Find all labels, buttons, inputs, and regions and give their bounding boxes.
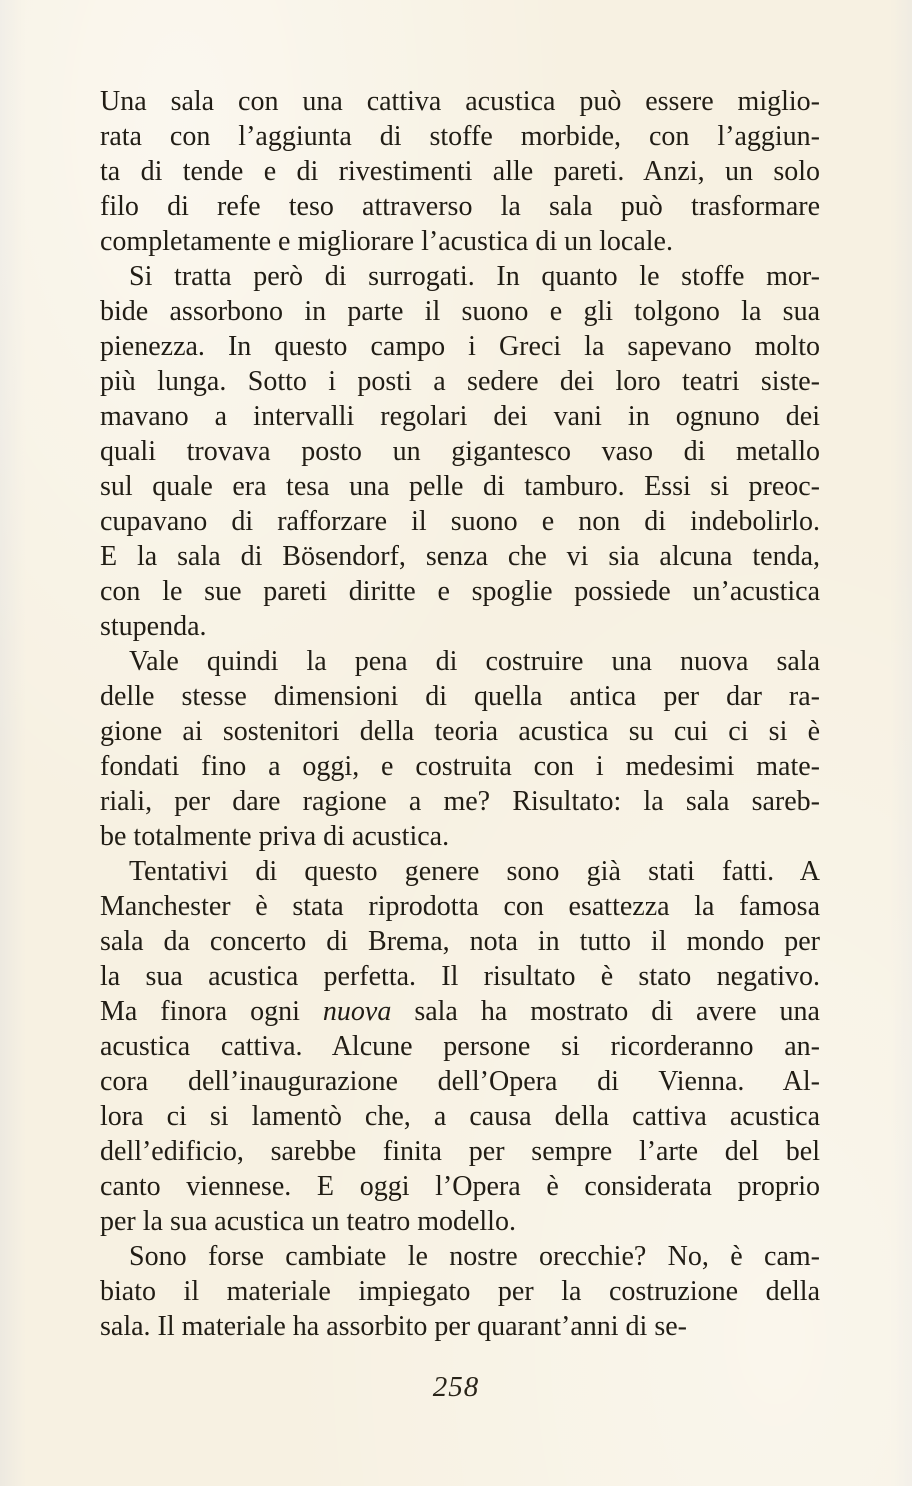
paragraph: [100, 84, 820, 259]
text-line: [100, 1099, 820, 1134]
text-line: [100, 189, 820, 224]
text-line: [100, 1029, 820, 1064]
body-text: pienezza. In questo campo i Greci la sapevano molto: [100, 331, 820, 362]
body-text: bide assorbono in parte il suono e gli tolgono la sua: [100, 296, 820, 327]
text-line: [100, 819, 820, 854]
text-line: [100, 1064, 820, 1099]
text-line: [100, 784, 820, 819]
body-text: biato il materiale impiegato per la costruzione della: [100, 1276, 820, 1307]
text-line: [100, 294, 820, 329]
body-text: lora ci si lamentò che, a causa della cattiva acustica: [100, 1101, 820, 1132]
text-line: [100, 574, 820, 609]
body-text: canto viennese. E oggi l’Opera è considerata proprio: [100, 1171, 820, 1202]
text-line: [100, 679, 820, 714]
text-line: [100, 749, 820, 784]
text-line: [100, 1204, 820, 1239]
body-text: E la sala di Bösendorf, senza che vi sia alcuna tenda,: [100, 541, 820, 572]
body-text: delle stesse dimensioni di quella antica per dar ra-: [100, 681, 820, 712]
body-text: Ma finora ogni: [100, 996, 323, 1027]
body-text: acustica cattiva. Alcune persone si ricorderanno an-: [100, 1031, 820, 1062]
paragraph: [100, 854, 820, 1239]
body-text: filo di refe teso attraverso la sala può trasformare: [100, 191, 820, 222]
body-text: fondati fino a oggi, e costruita con i medesimi mate-: [100, 751, 820, 782]
text-line: [100, 994, 820, 1029]
body-text: più lunga. Sotto i posti a sedere dei loro teatri siste-: [100, 366, 820, 397]
body-text: mavano a intervalli regolari dei vani in ognuno dei: [100, 401, 820, 432]
text-line: [100, 539, 820, 574]
text-line: [100, 224, 820, 259]
text-line: [100, 259, 820, 294]
body-text: cora dell’inaugurazione dell’Opera di Vienna. Al-: [100, 1066, 820, 1097]
body-text: cupavano di rafforzare il suono e non di indebolirlo.: [100, 506, 820, 537]
text-line: [100, 154, 820, 189]
body-text: stupenda.: [100, 611, 207, 642]
text-line: [100, 1169, 820, 1204]
text-line: [100, 329, 820, 364]
text-line: [100, 469, 820, 504]
body-text: gione ai sostenitori della teoria acustica su cui ci si è: [100, 716, 820, 747]
paragraph: [100, 644, 820, 854]
body-text: ta di tende e di rivestimenti alle pareti. Anzi, un solo: [100, 156, 820, 187]
text-line: [100, 399, 820, 434]
body-text: rata con l’aggiunta di stoffe morbide, con l’aggiun-: [100, 121, 820, 152]
text-line: [100, 644, 820, 679]
body-text: Manchester è stata riprodotta con esattezza la famosa: [100, 891, 820, 922]
body-text: sala da concerto di Brema, nota in tutto il mondo per: [100, 926, 820, 957]
body-text: dell’edificio, sarebbe finita per sempre l’arte del bel: [100, 1136, 820, 1167]
text-line: [100, 889, 820, 924]
text-line: [100, 434, 820, 469]
text-line: [100, 959, 820, 994]
text-line: [100, 609, 820, 644]
text-line: [100, 84, 820, 119]
text-line: [100, 504, 820, 539]
text-line: [100, 364, 820, 399]
paragraph: [100, 1239, 820, 1344]
text-line: [100, 1239, 820, 1274]
body-text: quali trovava posto un gigantesco vaso di metallo: [100, 436, 820, 467]
body-text: sala. Il materiale ha assorbito per quarant’anni di se-: [100, 1311, 687, 1342]
italic-text: nuova: [322, 996, 392, 1027]
body-text: Sono forse cambiate le nostre orecchie? No, è cam-: [129, 1241, 820, 1272]
body-text: completamente e migliorare l’acustica di un locale.: [100, 226, 673, 257]
body-text: la sua acustica perfetta. Il risultato è stato negativo.: [100, 961, 820, 992]
body-text: Si tratta però di surrogati. In quanto le stoffe mor-: [129, 261, 820, 292]
body-text: per la sua acustica un teatro modello.: [100, 1206, 516, 1237]
body-text: con le sue pareti diritte e spoglie possiede un’acustica: [100, 576, 820, 607]
text-line: [100, 1274, 820, 1309]
body-text: Vale quindi la pena di costruire una nuova sala: [129, 646, 820, 677]
page-text: [100, 84, 820, 1344]
body-text: sul quale era tesa una pelle di tamburo. Essi si preoc-: [100, 471, 820, 502]
text-line: [100, 119, 820, 154]
body-text: Una sala con una cattiva acustica può essere miglio-: [100, 86, 820, 117]
paragraph: [100, 259, 820, 644]
body-text: be totalmente priva di acustica.: [100, 821, 450, 852]
text-line: [100, 1309, 820, 1344]
text-line: [100, 714, 820, 749]
body-text: sala ha mostrato di avere una: [391, 996, 820, 1027]
body-text: riali, per dare ragione a me? Risultato: la sala sareb-: [100, 786, 820, 817]
text-line: [100, 854, 820, 889]
body-text: Tentativi di questo genere sono già stati fatti. A: [129, 856, 820, 887]
text-line: [100, 1134, 820, 1169]
page-number: 258: [432, 1371, 480, 1403]
text-line: [100, 924, 820, 959]
